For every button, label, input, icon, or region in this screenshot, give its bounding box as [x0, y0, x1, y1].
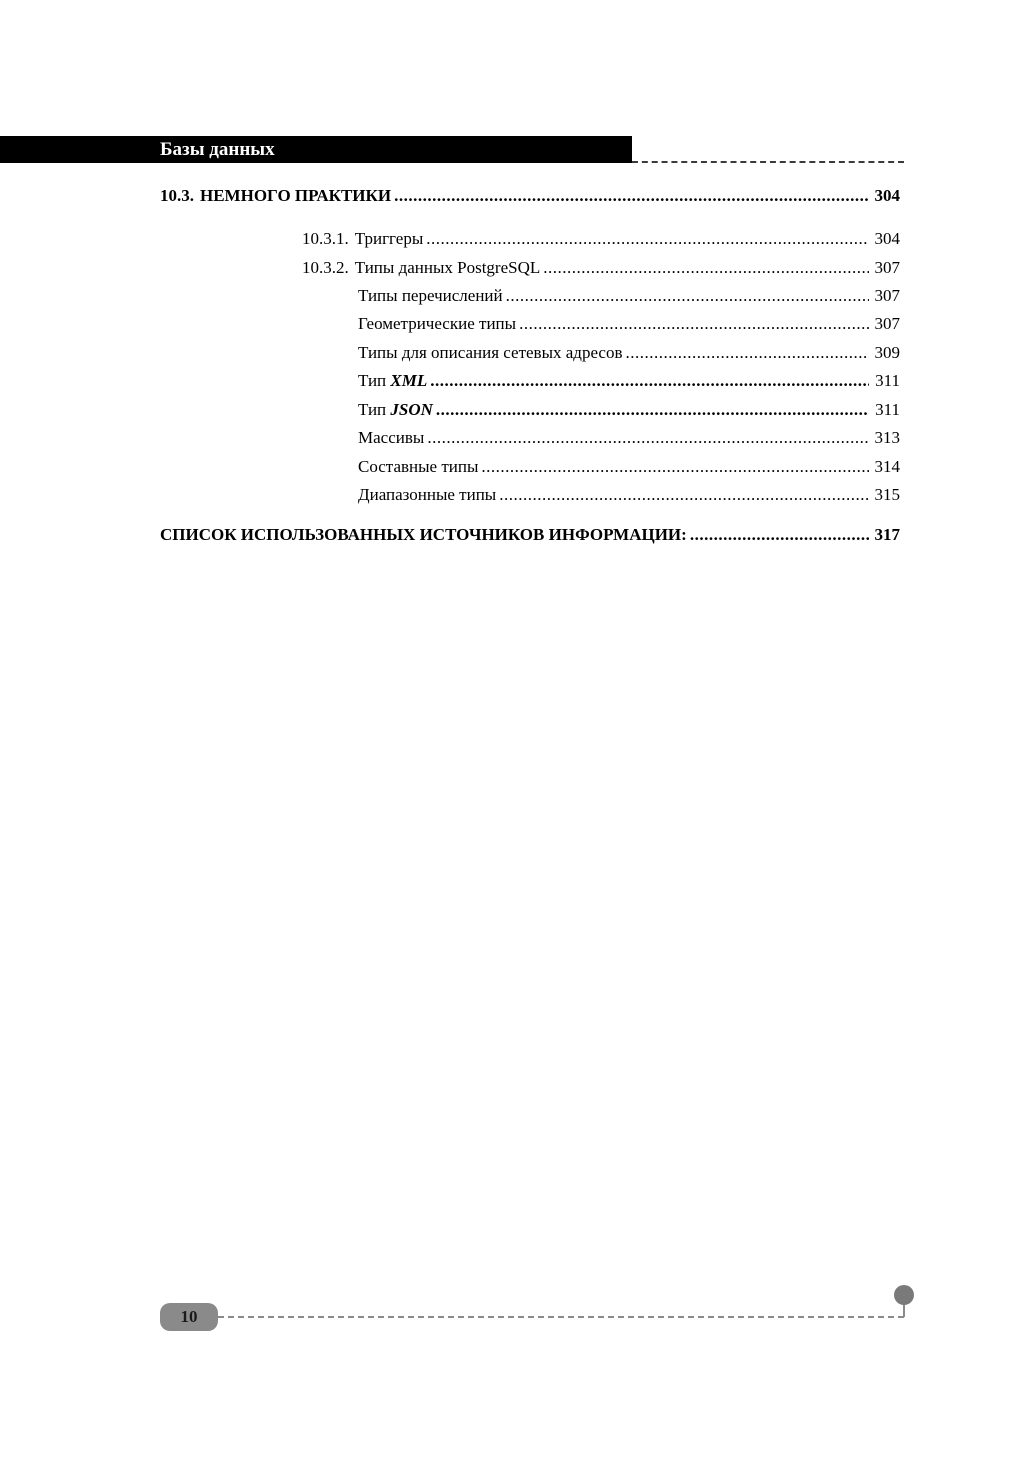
toc-dot-leader [427, 426, 869, 450]
toc-page: 309 [874, 343, 900, 362]
toc-page: 311 [875, 400, 900, 419]
toc-item-enum-types[interactable] [358, 284, 900, 308]
toc-title: Типы для описания сетевых адресов [358, 343, 623, 362]
toc-title-prefix: Тип [358, 400, 387, 419]
toc-title-emphasis: JSON [390, 400, 433, 419]
toc-item-network-address-types[interactable] [358, 341, 900, 365]
toc-title: Типы данных PostgreSQL [354, 258, 541, 277]
toc-title-prefix: Тип [358, 371, 387, 390]
toc-title: СПИСОК ИСПОЛЬЗОВАННЫХ ИСТОЧНИКОВ ИНФОРМАЦИИ: [160, 525, 687, 544]
toc-dot-leader [626, 341, 870, 365]
toc-page: 307 [874, 314, 900, 333]
footer-dotted-rule [218, 1316, 904, 1318]
toc-page: 307 [874, 286, 900, 305]
toc-title-emphasis: XML [390, 371, 428, 390]
footer-knob [894, 1285, 914, 1305]
toc-title: Массивы [358, 428, 425, 447]
toc-item-xml-type[interactable] [358, 369, 900, 393]
toc-dot-leader [506, 284, 869, 308]
toc-title: Триггеры [354, 229, 424, 248]
toc-item-composite-types[interactable] [358, 455, 900, 479]
toc-item-geometric-types[interactable] [358, 312, 900, 336]
toc-dot-leader [436, 398, 869, 422]
toc-page: 315 [874, 485, 900, 504]
toc-dot-leader [690, 523, 869, 547]
toc-title: НЕМНОГО ПРАКТИКИ [200, 186, 392, 205]
toc-item-range-types[interactable] [358, 483, 900, 507]
toc-dot-leader [426, 227, 869, 251]
toc-section-10-3[interactable] [160, 184, 900, 208]
toc-item-arrays[interactable] [358, 426, 900, 450]
running-header-title: Базы данных [160, 139, 275, 160]
toc-item-json-type[interactable] [358, 398, 900, 422]
toc-dot-leader [394, 184, 869, 208]
toc-page: 307 [874, 258, 900, 277]
toc-page: 304 [874, 229, 900, 248]
toc-subsection-10-3-2[interactable] [302, 256, 900, 280]
toc-page: 313 [874, 428, 900, 447]
toc-title [358, 398, 433, 422]
toc-section-references[interactable] [160, 523, 900, 547]
toc-number: 10.3.1. [302, 229, 349, 248]
toc-dot-leader [499, 483, 869, 507]
toc-dot-leader [430, 369, 869, 393]
toc-page: 317 [874, 525, 900, 544]
toc-title: Диапазонные типы [358, 485, 497, 504]
page-number-badge: 10 [160, 1303, 218, 1331]
toc-page: 311 [875, 371, 900, 390]
toc-page: 314 [874, 457, 900, 476]
toc-title: Геометрические типы [358, 314, 517, 333]
toc-title: Типы перечислений [358, 286, 503, 305]
footer-knob-stem [903, 1303, 905, 1317]
toc-dot-leader [519, 312, 869, 336]
toc-page: 304 [874, 186, 900, 205]
toc-title: Составные типы [358, 457, 479, 476]
toc-subsection-10-3-1[interactable] [302, 227, 900, 251]
toc-number: 10.3. [160, 186, 194, 205]
toc-dot-leader [481, 455, 869, 479]
toc-title [358, 369, 427, 393]
toc-dot-leader [543, 256, 869, 280]
toc-number: 10.3.2. [302, 258, 349, 277]
